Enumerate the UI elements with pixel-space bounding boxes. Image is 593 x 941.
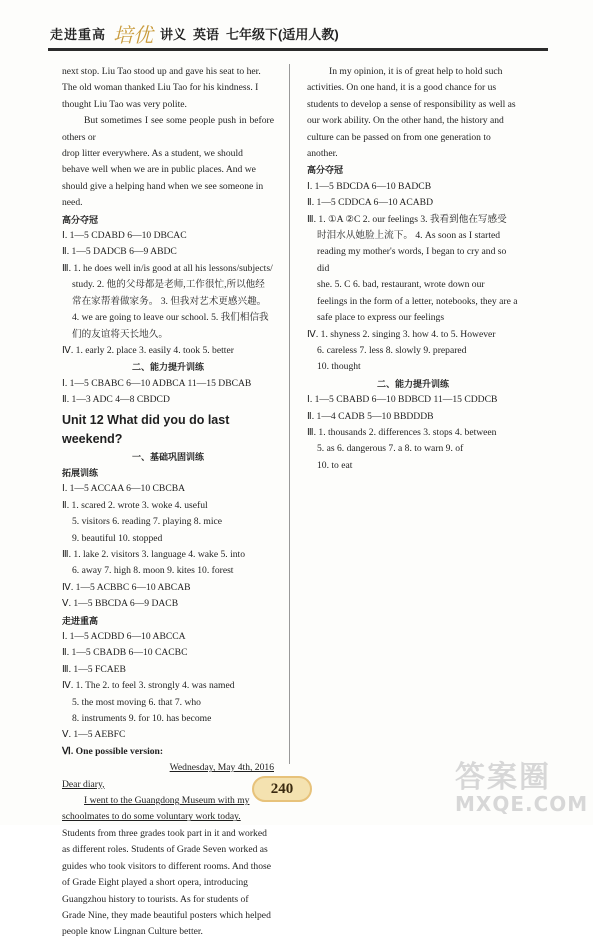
text-line: The old woman thanked Liu Tao for his kindness. I [62, 82, 259, 94]
diary-line: Students from three grades took part in it and worked [62, 827, 267, 839]
section-heading: 走进重高 [62, 615, 99, 626]
text-line: next stop. Liu Tao stood up and gave his seat to her. [62, 66, 261, 77]
answer-line: Ⅱ. 1. scared 2. wrote 3. woke 4. useful [62, 499, 208, 511]
answer-line: 6. away 7. high 8. moon 9. kites 10. forest [72, 565, 234, 577]
watermark-url: MXQE.COM [455, 792, 589, 816]
answer-line: 10. to eat [317, 459, 353, 471]
diary-line: guides who took visitors to different rooms. And those [62, 860, 272, 872]
answer-line: Ⅴ. 1—5 BBCDA 6—9 DACB [62, 598, 179, 610]
answer-line: Ⅱ. 1—5 DADCB 6—9 ABDC [62, 246, 177, 258]
text-line: But sometimes I see some people push in before others or [62, 115, 274, 143]
text-line: another. [307, 148, 338, 160]
text-line: students to develop a sense of responsibility as well as [307, 98, 516, 110]
answer-line: 9. beautiful 10. stopped [72, 532, 163, 544]
brush-logo: 培优 [113, 22, 154, 47]
answer-line: 5. as 6. dangerous 7. a 8. to warn 9. of [317, 443, 464, 455]
text-line: need. [62, 197, 83, 209]
answer-line: Ⅳ. 1. early 2. place 3. easily 4. took 5. better [62, 344, 234, 356]
diary-line: Guangzhou history to tourists. As for students of [62, 893, 249, 905]
section-heading: 一、基础巩固训练 [131, 451, 204, 462]
answer-line: Ⅵ. One possible version: [62, 745, 164, 757]
answer-line: Ⅱ. 1—4 CADB 5—10 BBDDDB [307, 410, 434, 422]
answer-line: 4. we are going to leave our school. 5. 我们相信我 [72, 312, 269, 324]
answer-line: she. 5. C 6. bad, restaurant, wrote down our [317, 279, 485, 291]
diary-line: as different roles. Students of Grade Seven worked as [62, 844, 268, 856]
watermark-logo: 答案圈 [455, 760, 551, 795]
answer-line: Ⅱ. 1—5 CDDCA 6—10 ACABD [307, 197, 433, 209]
text-line: activities. On one hand, it is a good chance for us [307, 82, 497, 94]
section-heading: 二、能力提升训练 [131, 362, 204, 373]
answer-line: 5. the most moving 6. that 7. who [72, 696, 201, 708]
text-line: drop litter everywhere. As a student, we should [62, 148, 243, 160]
answer-line: Ⅲ. 1—5 FCAEB [62, 663, 126, 675]
unit-title: Unit 12 What did you do last weekend? [62, 412, 230, 446]
text-line: In my opinion, it is of great help to hold such [329, 66, 503, 77]
answer-line: 时泪水从她脸上流下。 4. As soon as I started [317, 230, 501, 242]
diary-line: schoolmates to do some voluntary work today. [62, 811, 241, 823]
page-header [50, 18, 550, 48]
answer-line: Ⅰ. 1—5 CBABC 6—10 ADBCA 11—15 DBCAB [62, 377, 252, 389]
section-heading: 拓展训练 [62, 467, 99, 478]
column-divider [289, 64, 290, 764]
diary-date: Wednesday, May 4th, 2016 [169, 762, 274, 774]
diary-greeting: Dear diary, [62, 778, 105, 790]
answer-line: Ⅱ. 1—5 CBADB 6—10 CACBC [62, 647, 188, 659]
diary-line: I went to the Guangdong Museum with my [84, 795, 250, 807]
section-heading: 二、能力提升训练 [376, 378, 449, 389]
book-title: 讲义 [160, 26, 187, 42]
answer-line: Ⅳ. 1. The 2. to feel 3. strongly 4. was named [62, 680, 235, 692]
diary-line: people know Lingnan Culture better. [62, 926, 203, 938]
answer-line: Ⅱ. 1—3 ADC 4—8 CBDCD [62, 394, 170, 406]
answer-line: feelings in the form of a letter, notebooks, they are a [317, 295, 518, 307]
answer-line: study. 2. 他的父母都是老师,工作很忙,所以他经 [72, 279, 265, 291]
answer-line: Ⅴ. 1—5 AEBFC [62, 729, 126, 741]
page-number: 240 [252, 776, 312, 802]
text-line: thought Liu Tao was very polite. [62, 98, 187, 110]
series-title: 走进重高 [50, 26, 107, 42]
answer-line: safe place to express our feelings [317, 312, 445, 324]
answer-line: Ⅲ. 1. ①A ②C 2. our feelings 3. 我看到他在写感受 [307, 213, 507, 225]
answer-line: Ⅲ. 1. lake 2. visitors 3. language 4. wake 5. into [62, 548, 245, 560]
section-heading: 高分夺冠 [307, 165, 344, 176]
answer-line: Ⅲ. 1. he does well in/is good at all his lessons/subjects/ [62, 262, 273, 274]
header-rule [48, 48, 548, 51]
section-heading: 高分夺冠 [62, 214, 99, 225]
text-line: behave well when we are in public places. And we [62, 164, 256, 176]
left-column [62, 64, 274, 941]
subject-label: 英语 [193, 26, 220, 42]
answer-line: Ⅰ. 1—5 CBABD 6—10 BDBCD 11—15 CDDCB [307, 394, 498, 406]
answer-line: 5. visitors 6. reading 7. playing 8. mice [72, 516, 223, 528]
grade-label: 七年级下(适用人教) [226, 26, 339, 42]
diary-line: Grade Nine, they made beautiful posters which helped [62, 909, 271, 921]
answer-line: 10. thought [317, 361, 361, 373]
text-line: culture can be passed on from one generation to [307, 131, 491, 143]
answer-line: Ⅳ. 1—5 ACBBC 6—10 ABCAB [62, 581, 191, 593]
answer-line: Ⅲ. 1. thousands 2. differences 3. stops 4. between [307, 426, 497, 438]
answer-line: Ⅳ. 1. shyness 2. singing 3. how 4. to 5. However [307, 328, 496, 340]
answer-line: Ⅰ. 1—5 CDABD 6—10 DBCAC [62, 230, 187, 242]
text-line: our work ability. On the other hand, the history and [307, 115, 504, 127]
answer-line: 6. careless 7. less 8. slowly 9. prepared [317, 344, 467, 356]
right-column [307, 64, 519, 474]
answer-line: reading my mother's words, I began to cry and so did [317, 246, 507, 274]
text-line: should give a helping hand when we see someone in [62, 180, 264, 192]
answer-line: 们的友谊将天长地久。 [72, 328, 168, 340]
answer-line: Ⅰ. 1—5 ACDBD 6—10 ABCCA [62, 631, 186, 642]
answer-line: 常在家帮着做家务。 3. 但我对艺术更感兴趣。 [72, 295, 267, 307]
diary-line: of Grade Eight played a short opera, introducing [62, 877, 248, 889]
answer-line: Ⅰ. 1—5 BDCDA 6—10 BADCB [307, 180, 432, 192]
answer-line: Ⅰ. 1—5 ACCAA 6—10 CBCBA [62, 483, 186, 495]
answer-line: 8. instruments 9. for 10. has become [72, 713, 212, 725]
